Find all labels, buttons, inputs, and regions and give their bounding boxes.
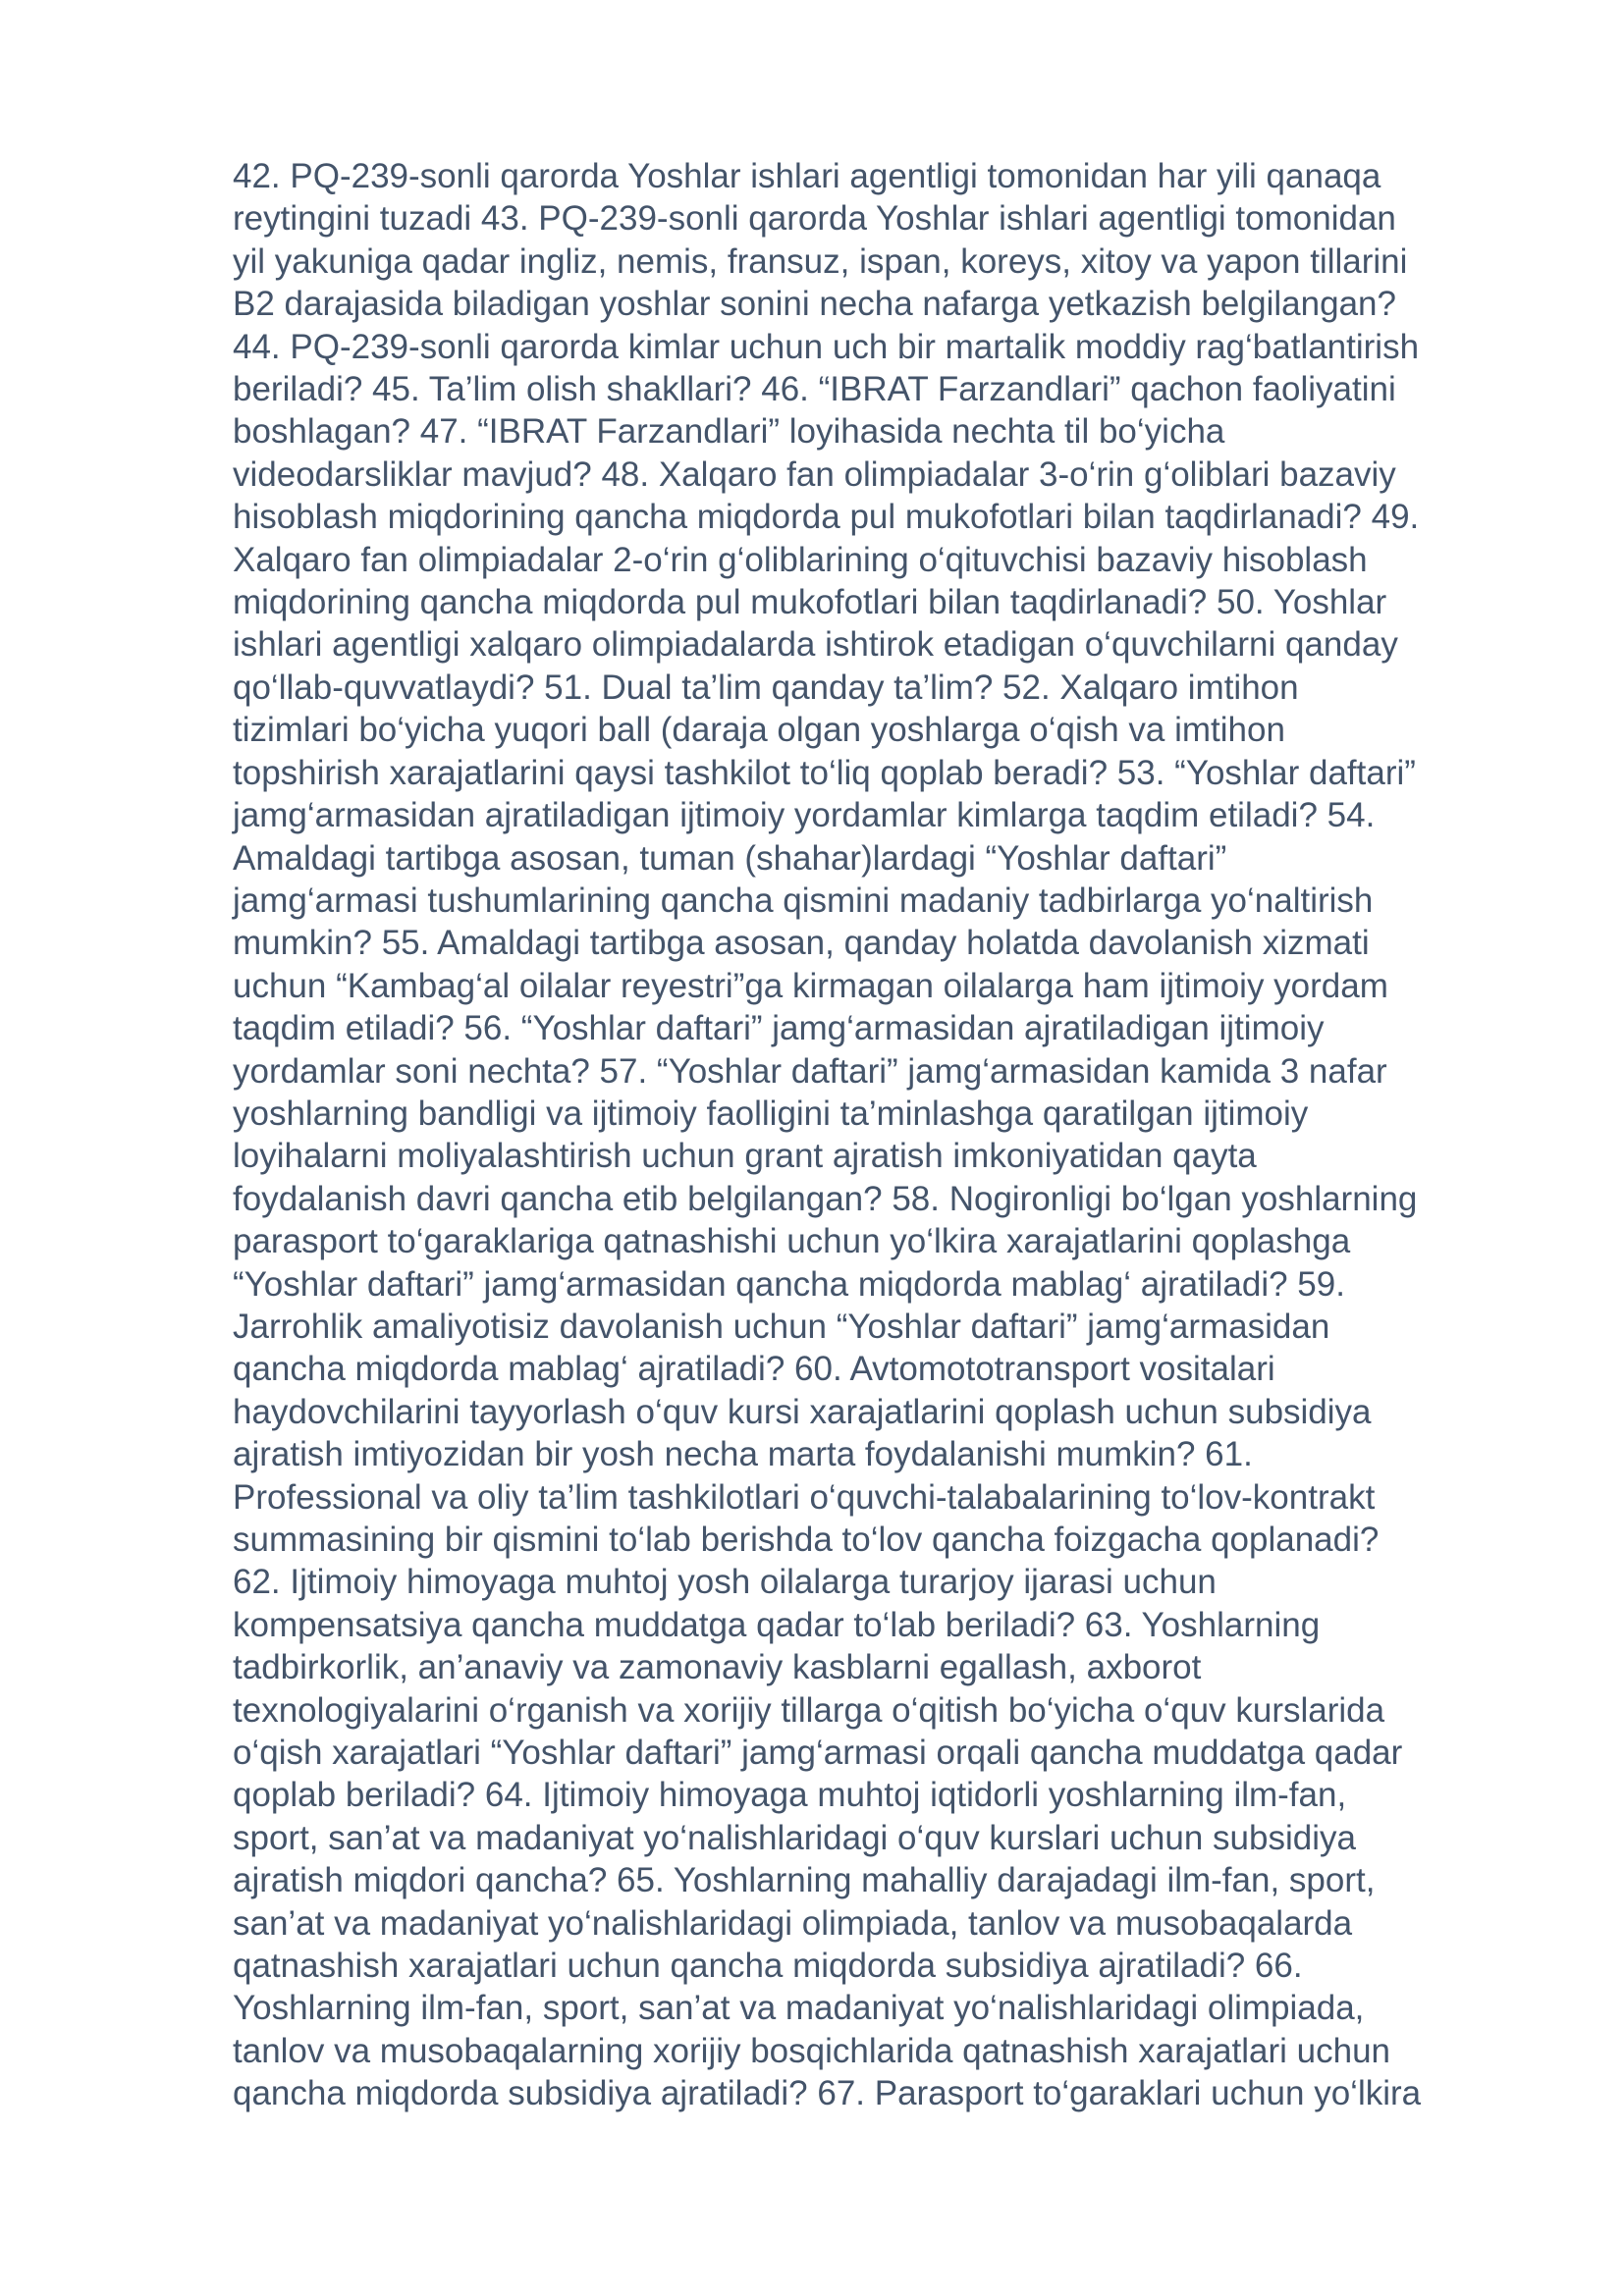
- text-line: Professional va oliy ta’lim tashkilotlari o‘quvchi-talabalarining to‘lov-kontrakt: [233, 1477, 1376, 1517]
- text-line: yoshlarning bandligi va ijtimoiy faolligini ta’minlashga qaratilgan ijtimoiy: [233, 1094, 1309, 1133]
- text-line: ishlari agentligi xalqaro olimpiadalarda ishtirok etadigan o‘quvchilarni qanday: [233, 625, 1398, 665]
- text-line: tadbirkorlik, an’anaviy va zamonaviy kasblarni egallash, axborot: [233, 1648, 1202, 1687]
- text-line: summasining bir qismini to‘lab berishda to‘lov qancha foizgacha qoplanadi?: [233, 1521, 1380, 1559]
- text-line: sport, san’at va madaniyat yo‘nalishlaridagi o‘quv kurslari uchun subsidiya: [233, 1818, 1356, 1857]
- text-line: miqdorining qancha miqdorda pul mukofotlari bilan taqdirlanadi? 50. Yoshlar: [233, 583, 1387, 622]
- text-line: Yoshlarning ilm-fan, sport, san’at va madaniyat yo‘nalishlaridagi olimpiada,: [233, 1989, 1365, 2028]
- text-line: Amaldagi tartibga asosan, tuman (shahar)lardagi “Yoshlar daftari”: [233, 838, 1227, 878]
- text-line: tizimlari bo‘yicha yuqori ball (daraja olgan yoshlarga o‘qish va imtihon: [233, 711, 1285, 750]
- text-line: boshlagan? 47. “IBRAT Farzandlari” loyihasida nechta til bo‘yicha: [233, 412, 1225, 452]
- text-line: o‘qish xarajatlari “Yoshlar daftari” jamg‘armasi orqali qancha muddatga qadar: [233, 1734, 1403, 1773]
- text-line: Xalqaro fan olimpiadalar 2-o‘rin g‘oliblarining o‘qituvchisi bazaviy hisoblash: [233, 540, 1368, 579]
- text-line: Jarrohlik amaliyotisiz davolanish uchun “Yoshlar daftari” jamg‘armasidan: [233, 1307, 1330, 1346]
- text-line: kompensatsiya qancha muddatga qadar to‘lab beriladi? 63. Yoshlarning: [233, 1605, 1321, 1644]
- text-line: taqdim etiladi? 56. “Yoshlar daftari” jamg‘armasidan ajratiladigan ijtimoiy: [233, 1009, 1325, 1048]
- text-line: hisoblash miqdorining qancha miqdorda pul mukofotlari bilan taqdirlanadi? 49.: [233, 498, 1420, 537]
- text-line: uchun “Kambag‘al oilalar reyestri”ga kirmagan oilalarga ham ijtimoiy yordam: [233, 966, 1388, 1005]
- text-line: qoplab beriladi? 64. Ijtimoiy himoyaga muhtoj iqtidorli yoshlarning ilm-fan,: [233, 1776, 1347, 1815]
- text-line: qatnashish xarajatlari uchun qancha miqdorda subsidiya ajratiladi? 66.: [233, 1947, 1303, 1986]
- text-line: san’at va madaniyat yo‘nalishlaridagi olimpiada, tanlov va musobaqalarda: [233, 1903, 1353, 1943]
- text-line: tanlov va musobaqalarning xorijiy bosqichlarida qatnashish xarajatlari uchun: [233, 2031, 1391, 2070]
- text-line: reytingini tuzadi 43. PQ-239-sonli qarorda Yoshlar ishlari agentligi tomonidan: [233, 199, 1396, 239]
- text-line: yil yakuniga qadar ingliz, nemis, fransuz, ispan, koreys, xitoy va yapon tillarini: [233, 241, 1408, 281]
- text-line: qo‘llab-quvvatlaydi? 51. Dual ta’lim qanday ta’lim? 52. Xalqaro imtihon: [233, 667, 1299, 707]
- text-line: foydalanish davri qancha etib belgilangan? 58. Nogironligi bo‘lgan yoshlarning: [233, 1179, 1418, 1218]
- text-line: parasport to‘garaklariga qatnashishi uchun yo‘lkira xarajatlarini qoplashga: [233, 1222, 1351, 1261]
- text-line: ajratish miqdori qancha? 65. Yoshlarning mahalliy darajadagi ilm-fan, sport,: [233, 1861, 1376, 1900]
- text-line: texnologiyalarini o‘rganish va xorijiy tillarga o‘qitish bo‘yicha o‘quv kurslarida: [233, 1690, 1385, 1730]
- text-line: beriladi? 45. Ta’lim olish shakllari? 46. “IBRAT Farzandlari” qachon faoliyatini: [233, 370, 1396, 409]
- text-line: videodarsliklar mavjud? 48. Xalqaro fan olimpiadalar 3-o‘rin g‘oliblari bazaviy: [233, 454, 1396, 494]
- text-line: jamg‘armasidan ajratiladigan ijtimoiy yordamlar kimlarga taqdim etiladi? 54.: [233, 796, 1376, 835]
- text-line: loyihalarni moliyalashtirish uchun grant ajratish imkoniyatidan qayta: [233, 1137, 1257, 1176]
- text-line: B2 darajasida biladigan yoshlar sonini necha nafarga yetkazish belgilangan?: [233, 285, 1396, 324]
- text-line: yordamlar soni nechta? 57. “Yoshlar daftari” jamg‘armasidan kamida 3 nafar: [233, 1051, 1387, 1091]
- text-line: 44. PQ-239-sonli qarorda kimlar uchun uch bir martalik moddiy rag‘batlantirish: [233, 327, 1420, 366]
- text-line: jamg‘armasi tushumlarining qancha qismini madaniy tadbirlarga yo‘naltirish: [233, 881, 1374, 920]
- text-line: qancha miqdorda subsidiya ajratiladi? 67. Parasport to‘garaklari uchun yo‘lkira: [233, 2074, 1422, 2113]
- text-line: “Yoshlar daftari” jamg‘armasidan qancha miqdorda mablag‘ ajratiladi? 59.: [233, 1264, 1345, 1304]
- text-line: haydovchilarini tayyorlash o‘quv kursi xarajatlarini qoplash uchun subsidiya: [233, 1392, 1372, 1431]
- text-line: qancha miqdorda mablag‘ ajratiladi? 60. Avtomototransport vositalari: [233, 1350, 1275, 1389]
- text-line: ajratish imtiyozidan bir yosh necha marta foydalanishi mumkin? 61.: [233, 1435, 1253, 1474]
- text-line: 42. PQ-239-sonli qarorda Yoshlar ishlari agentligi tomonidan har yili qanaqa: [233, 157, 1381, 195]
- text-line: 62. Ijtimoiy himoyaga muhtoj yosh oilalarga turarjoy ijarasi uchun: [233, 1563, 1217, 1602]
- text-line: topshirish xarajatlarini qaysi tashkilot to‘liq qoplab beradi? 53. “Yoshlar daftari”: [233, 753, 1416, 792]
- question-list-text: [233, 155, 1539, 2115]
- text-line: mumkin? 55. Amaldagi tartibga asosan, qanday holatda davolanish xizmati: [233, 924, 1370, 963]
